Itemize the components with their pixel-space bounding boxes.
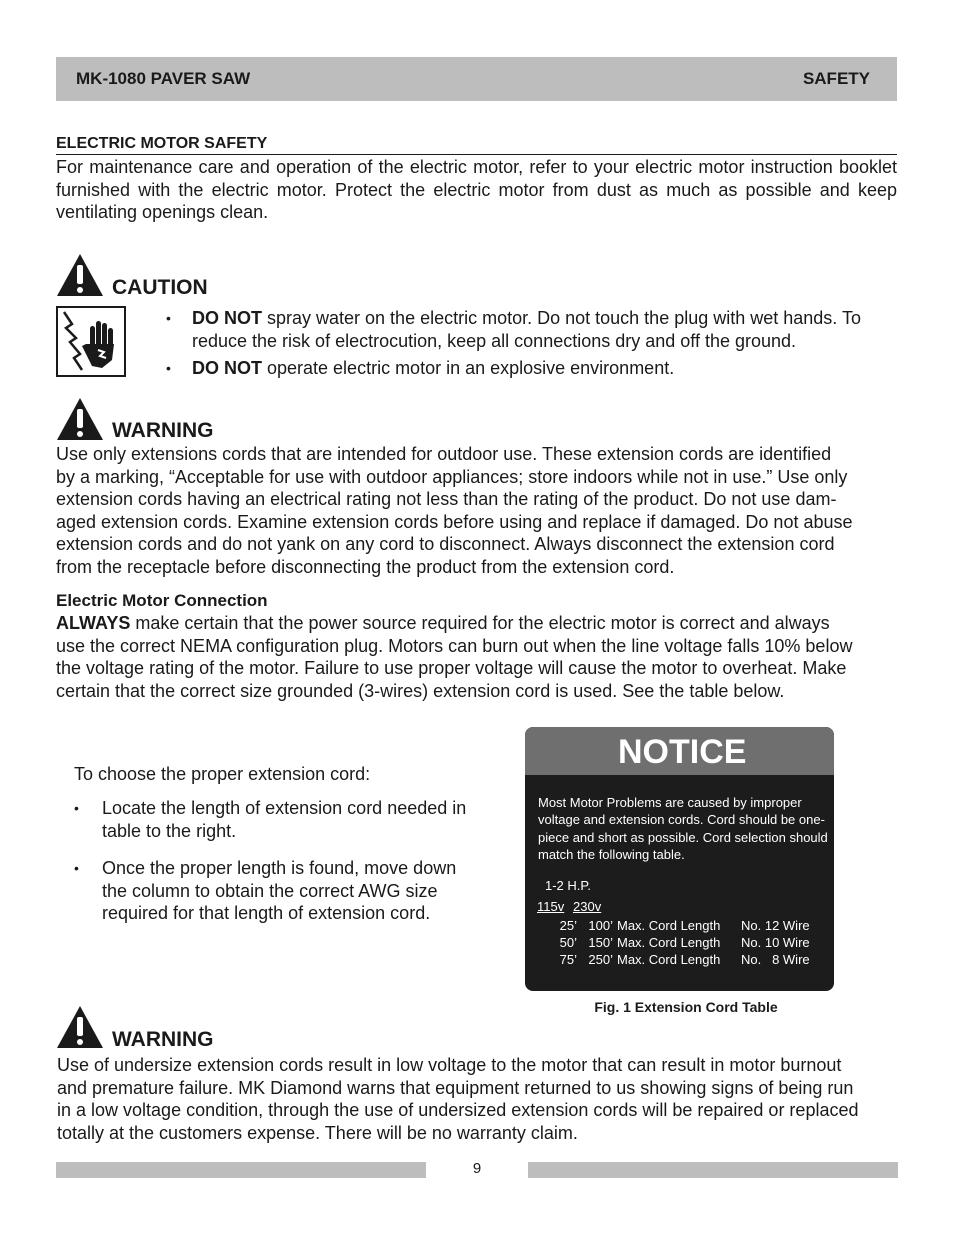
header-bar: [56, 57, 897, 101]
choose-cord-item-text: Locate the length of extension cord needed in table to the right.: [102, 798, 467, 841]
warning-label: WARNING: [112, 1028, 214, 1051]
notice-row: [535, 935, 825, 952]
cell-115v: 25’: [559, 918, 577, 933]
warning-text: [56, 443, 901, 578]
footer-bar-left: [56, 1162, 426, 1178]
warning-label: WARNING: [112, 419, 214, 442]
text-line: extension cords having an electrical rating not less than the rating of the product. Do not use dam-: [56, 489, 837, 509]
caution-item: • DO NOT spray water on the electric motor. Do not touch the plug with wet hands. To reduce the risk of electrocution, keep all connections dry and off the ground.: [166, 308, 861, 351]
choose-cord-list: [74, 797, 469, 925]
notice-col-230v: 230v: [573, 899, 602, 914]
warning-text: [57, 1054, 902, 1144]
text-line: the voltage rating of the motor. Failure to use proper voltage will cause the motor to overheat. Make: [56, 658, 847, 678]
text-line: Use only extensions cords that are intended for outdoor use. These extension cords are identified: [56, 444, 832, 464]
always-bold: ALWAYS: [56, 613, 131, 633]
text-line: extension cords and do not yank on any cord to disconnect. Always disconnect the extension cord: [56, 534, 835, 554]
caution-label: CAUTION: [112, 276, 208, 299]
text-line: certain that the correct size grounded (3-wires) extension cord is used. See the table below.: [56, 680, 785, 701]
cell-230v: 100’: [588, 918, 613, 933]
caution-item-bold: DO NOT: [192, 308, 262, 328]
text-line: use the correct NEMA configuration plug. Motors can burn out when the line voltage falls 10% below: [56, 635, 853, 656]
text-line: aged extension cords. Examine extension cords before using and replace if damaged. Do not abuse: [56, 511, 853, 532]
text-line: [56, 612, 901, 635]
choose-cord-item: • Once the proper length is found, move down the column to obtain the correct AWG size required for that length of extension cord.: [74, 858, 457, 923]
notice-text: Most Motor Problems are caused by improper voltage and extension cords. Cord should be one-piece and short as possible. Cord selection should match the following table.: [538, 795, 828, 862]
cell-wire: No. 12 Wire: [741, 918, 810, 933]
cell-label: Max. Cord Length: [617, 918, 721, 933]
header-model: MK-1080 PAVER SAW: [76, 69, 251, 88]
text-span: make certain that the power source required for the electric motor is correct and always: [130, 613, 830, 633]
caution-item-text: spray water on the electric motor. Do not touch the plug with wet hands. To reduce the risk of electrocution, keep all connections dry and off the ground.: [192, 308, 861, 351]
cell-115v: 75’: [559, 952, 577, 967]
notice-col-115v: 115v: [537, 899, 565, 914]
motor-connection-title: Electric Motor Connection: [56, 591, 268, 610]
choose-cord-item-text: Once the proper length is found, move down the column to obtain the correct AWG size required for that length of extension cord.: [102, 858, 457, 923]
cell-115v: 50’: [559, 935, 577, 950]
notice-table: [535, 918, 825, 969]
footer-bar-right: [528, 1162, 898, 1178]
notice-panel: [525, 727, 834, 991]
notice-title: NOTICE: [525, 727, 834, 775]
caution-list: [166, 307, 898, 380]
warning-triangle-icon: [56, 397, 104, 441]
cell-wire: No. 10 Wire: [741, 935, 810, 950]
notice-hp: 1-2 H.P.: [545, 878, 592, 893]
notice-row: [535, 918, 825, 935]
text-line: in a low voltage condition, through the use of undersized extension cords will be repaired or replaced: [57, 1100, 859, 1120]
motor-connection-text: [56, 612, 901, 702]
text-line: from the receptacle before disconnecting the product from the extension cord.: [56, 556, 675, 577]
choose-cord-intro: To choose the proper extension cord:: [74, 764, 371, 784]
caution-item: • DO NOT operate electric motor in an explosive environment.: [166, 358, 675, 378]
cell-wire: No. 8 Wire: [741, 952, 810, 967]
cell-230v: 250’: [588, 952, 613, 967]
notice-row: [535, 952, 825, 969]
cell-label: Max. Cord Length: [617, 935, 721, 950]
figure-caption: Fig. 1 Extension Cord Table: [594, 999, 778, 1015]
header-section: SAFETY: [802, 69, 870, 88]
cell-label: Max. Cord Length: [617, 952, 721, 967]
text-line: totally at the customers expense. There will be no warranty claim.: [57, 1122, 578, 1143]
choose-cord-item: • Locate the length of extension cord needed in table to the right.: [74, 798, 467, 841]
caution-item-bold: DO NOT: [192, 358, 262, 378]
text-line: and premature failure. MK Diamond warns that equipment returned to us showing signs of being run: [57, 1077, 854, 1098]
warning-triangle-icon: [56, 253, 104, 297]
caution-item-text: operate electric motor in an explosive environment.: [262, 358, 675, 378]
warning-triangle-icon: [56, 1005, 104, 1049]
cell-230v: 150’: [588, 935, 613, 950]
electrocution-hazard-icon: [56, 306, 126, 377]
text-line: Use of undersize extension cords result in low voltage to the motor that can result in motor burnout: [57, 1055, 842, 1075]
text-line: by a marking, “Acceptable for use with outdoor appliances; store indoors while not in use.” Use only: [56, 466, 848, 487]
page-number: 9: [472, 1160, 482, 1177]
electric-motor-safety-text: For maintenance care and operation of the electric motor, refer to your electric motor instruction booklet furnished with the electric motor. Protect the electric motor from dust as much as possible and keep ventilating openings clean.: [56, 157, 897, 222]
electric-motor-safety-title: ELECTRIC MOTOR SAFETY: [56, 135, 897, 155]
